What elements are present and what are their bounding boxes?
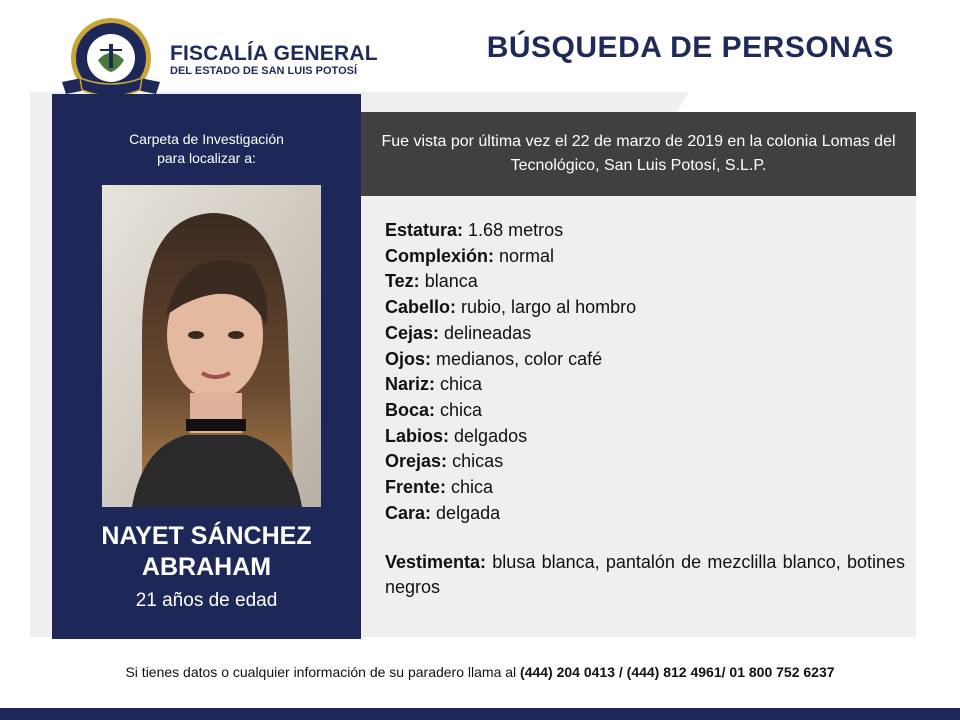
contact-phones: (444) 204 0413 / (444) 812 4961/ 01 800 752 6237 xyxy=(520,664,835,680)
clothing-description xyxy=(385,550,905,600)
person-photo xyxy=(102,185,321,507)
detail-value: chica xyxy=(440,399,483,420)
detail-value: delgados xyxy=(454,425,528,446)
clothing-value: blusa blanca, pantalón de mezclilla blanco, botines negros xyxy=(385,552,905,597)
detail-label: Cabello: xyxy=(385,297,457,318)
detail-nose xyxy=(385,372,905,398)
person-name-line2: ABRAHAM xyxy=(141,553,272,581)
person-name xyxy=(52,521,361,583)
detail-label: Cara: xyxy=(385,502,432,523)
portrait-image xyxy=(102,185,321,507)
org-name-line2: DEL ESTADO DE SAN LUIS POTOSÍ xyxy=(170,65,358,77)
contact-prefix: Si tienes datos o cualquier información de su paradero llama al xyxy=(125,664,517,680)
detail-value: chica xyxy=(451,477,494,498)
detail-height xyxy=(385,218,905,244)
detail-eyes xyxy=(385,347,905,373)
detail-value: medianos, color café xyxy=(436,348,603,369)
detail-value: chicas xyxy=(452,451,504,472)
detail-label: Cejas: xyxy=(385,322,440,343)
detail-label: Ojos: xyxy=(385,348,432,369)
detail-value: delgada xyxy=(436,502,501,523)
last-seen-banner xyxy=(361,112,916,196)
detail-value: normal xyxy=(499,245,555,266)
clothing-label: Vestimenta: xyxy=(385,552,487,572)
contact-footer xyxy=(0,664,960,680)
detail-label: Tez: xyxy=(385,271,420,292)
detail-face xyxy=(385,501,905,527)
detail-value: 1.68 metros xyxy=(468,220,564,240)
header-notch xyxy=(677,72,960,112)
detail-value: rubio, largo al hombro xyxy=(461,297,637,318)
organization-name xyxy=(170,43,378,78)
detail-label: Nariz: xyxy=(385,374,436,395)
person-age: 21 años de edad xyxy=(135,590,278,611)
physical-description xyxy=(385,218,905,526)
detail-label: Labios: xyxy=(385,425,450,446)
case-caption-line1: Carpeta de Investigación xyxy=(129,131,284,147)
detail-hair xyxy=(385,295,905,321)
detail-value: chica xyxy=(440,374,483,395)
detail-value: delineadas xyxy=(444,322,532,343)
last-seen-text: Fue vista por última vez el 22 de marzo de 2019 en la colonia Lomas del Tecnológico, San Luis Potosí, S.L.P. xyxy=(381,133,896,174)
page-title: BÚSQUEDA DE PERSONAS xyxy=(486,31,894,64)
detail-build xyxy=(385,244,905,270)
detail-mouth xyxy=(385,398,905,424)
detail-eyebrows xyxy=(385,321,905,347)
detail-forehead xyxy=(385,475,905,501)
detail-complexion xyxy=(385,269,905,295)
detail-value: blanca xyxy=(424,271,478,292)
case-caption xyxy=(52,130,361,168)
detail-label: Estatura: xyxy=(385,220,464,240)
person-name-line1: NAYET SÁNCHEZ xyxy=(101,522,312,550)
detail-label: Frente: xyxy=(385,477,447,498)
person-panel xyxy=(52,94,361,639)
detail-lips xyxy=(385,424,905,450)
detail-label: Complexión: xyxy=(385,245,495,266)
detail-ears xyxy=(385,449,905,475)
state-seal-icon xyxy=(60,16,162,106)
detail-label: Boca: xyxy=(385,399,436,420)
detail-label: Orejas: xyxy=(385,451,448,472)
case-caption-line2: para localizar a: xyxy=(157,150,256,166)
org-name-line1: FISCALÍA GENERAL xyxy=(170,42,378,65)
bottom-bar xyxy=(0,708,960,720)
